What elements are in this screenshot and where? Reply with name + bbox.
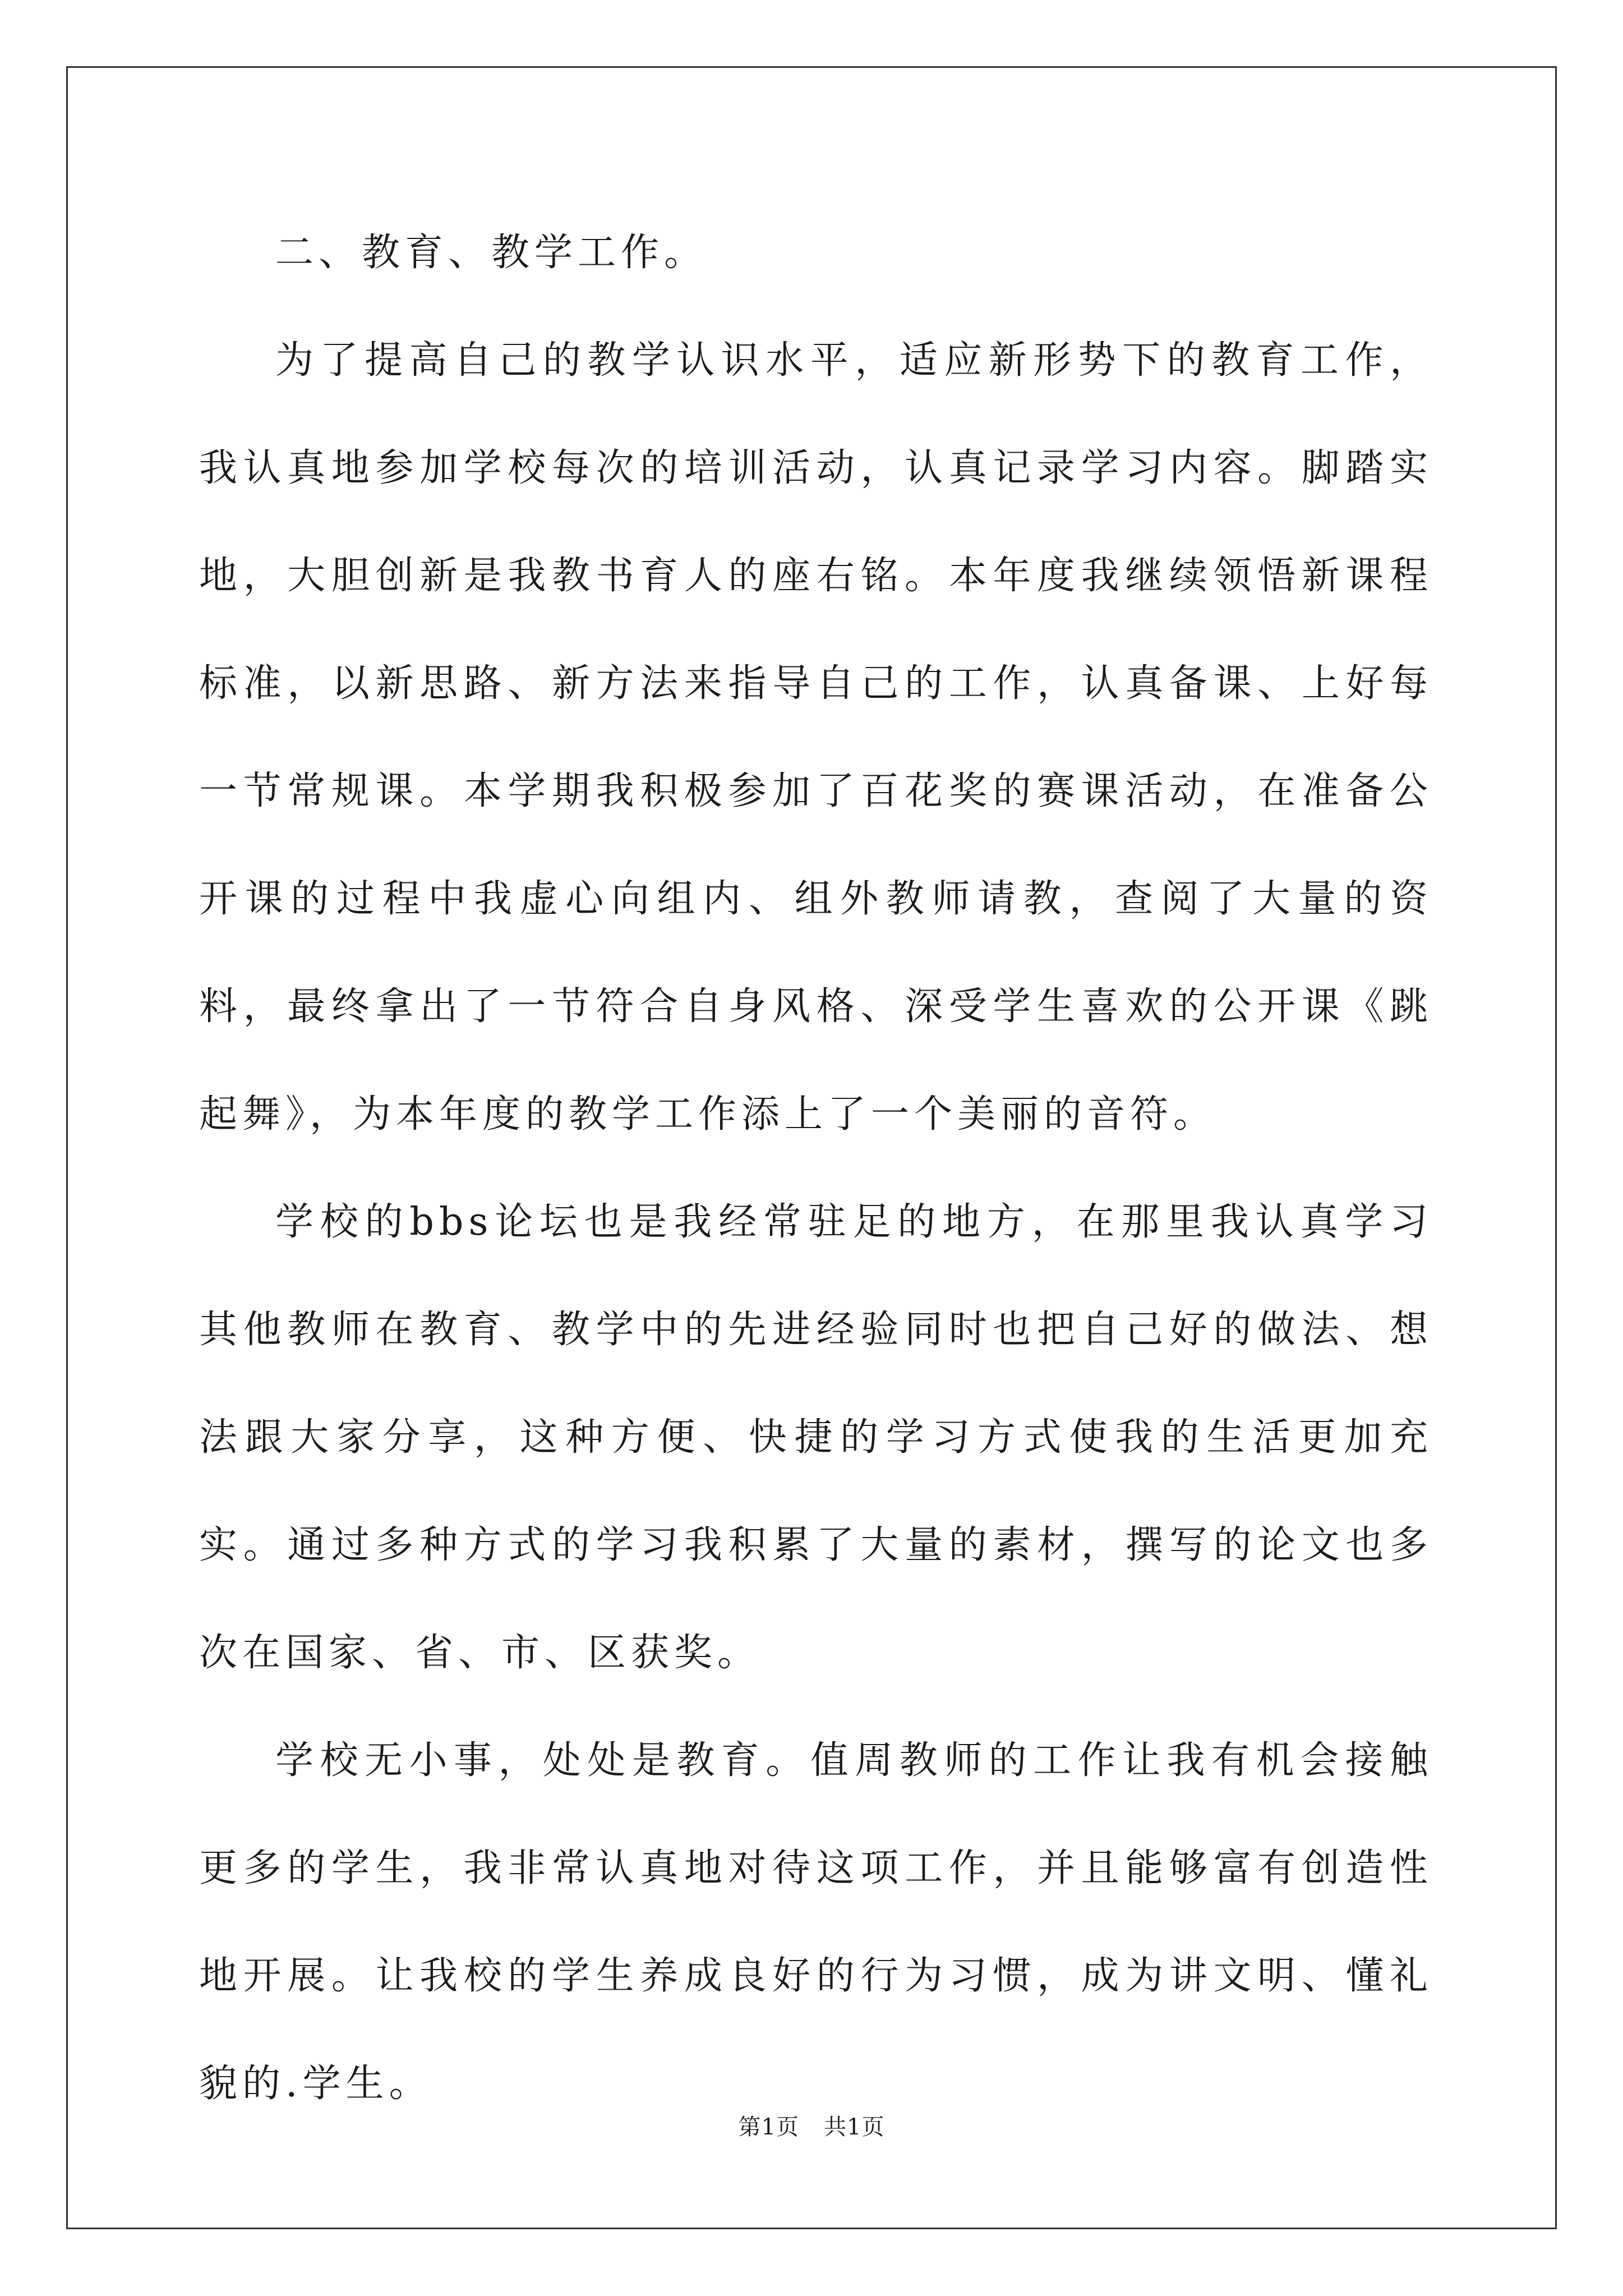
document-body <box>199 199 1433 2138</box>
paragraph: 为了提高自己的教学认识水平，适应新形势下的教育工作，我认真地参加学校每次的培训活动，认真记录学习内容。脚踏实地，大胆创新是我教书育人的座右铭。本年度我继续领悟新课程标准，以新思路、新方法来指导自己的工作，认真备课、上好每一节常规课。本学期我积极参加了百花奖的赛课活动，在准备公开课的过程中我虚心向组内、组外教师请教，查阅了大量的资料，最终拿出了一节符合自身风格、深受学生喜欢的公开课《跳起舞》，为本年度的教学工作添上了一个美丽的音符。 <box>199 338 1433 1137</box>
page-total: 共1页 <box>824 2114 885 2140</box>
section-heading: 二、教育、教学工作。 <box>275 231 708 275</box>
paragraph: 学校的bbs论坛也是我经常驻足的地方，在那里我认真学习其他教师在教育、教学中的先进经验同时也把自己好的做法、想法跟大家分享，这种方便、快捷的学习方式使我的生活更加充实。通过多种方式的学习我积累了大量的素材，撰写的论文也多次在国家、省、市、区获奖。 <box>199 1200 1433 1675</box>
paragraph: 学校无小事，处处是教育。值周教师的工作让我有机会接触更多的学生，我非常认真地对待这项工作，并且能够富有创造性地开展。让我校的学生养成良好的行为习惯，成为讲文明、懂礼貌的.学生。 <box>199 1738 1433 2106</box>
page-number: 第1页 <box>738 2114 799 2140</box>
page-footer <box>0 2109 1623 2141</box>
